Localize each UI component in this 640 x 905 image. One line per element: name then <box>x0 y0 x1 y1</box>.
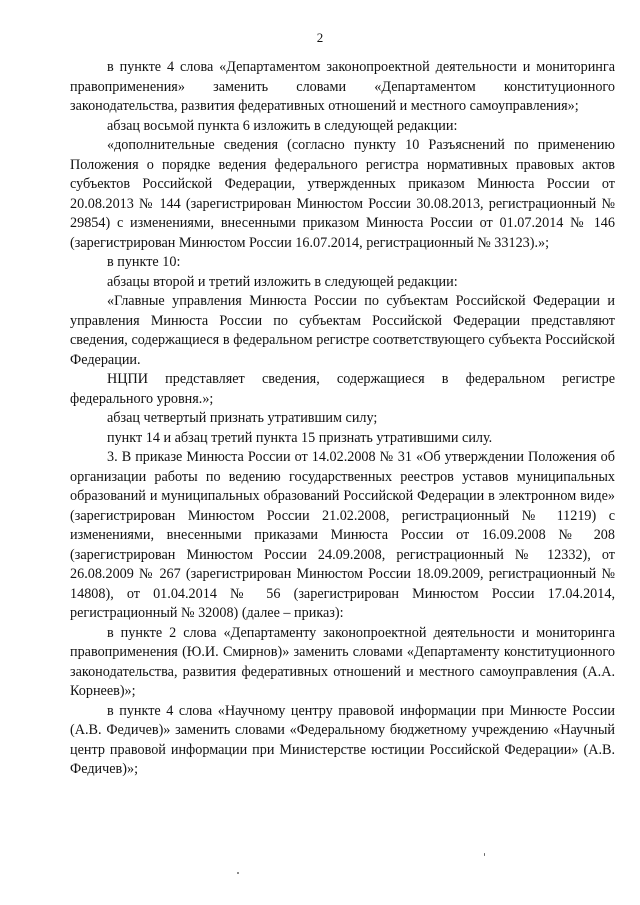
scan-speck <box>237 872 239 874</box>
paragraph: НЦПИ представляет сведения, содержащиеся в федеральном регистре федерального уровня.»; <box>70 371 615 407</box>
paragraph: «дополнительные сведения (согласно пункту 10 Разъяснений по применению Положения о порядке ведения федерального регистра нормативных правовых актов субъектов Российской Федерации, утвержденных приказом Минюста России от 20.08.2013 № 144 (зарегистрирован Минюстом России 30.08.2013, регистрационный № 29854) с изменениями, внесенными приказом Минюста России от 01.07.2014 № 146 (зарегистрирован Минюстом России 16.07.2014, регистрационный № 33123).»; <box>70 137 615 251</box>
paragraph: в пункте 4 слова «Научному центру правовой информации при Минюсте России (А.В. Федичев)» заменить словами «Федеральному бюджетному учреждению «Научный центр правовой информации при Министерстве юстиции Российской Федерации» (А.В. Федичев)»; <box>70 702 615 777</box>
paragraph: 3. В приказе Минюста России от 14.02.2008 № 31 «Об утверждении Положения об организации работы по ведению государственных реестров уставов муниципальных образований и муниципальных образований Российской Федерации в электронном виде» (зарегистрирован Минюстом России 21.02.2008, регистрационный № 11219) с изменениями, внесенными приказами Минюста России от 16.09.2008 № 208 (зарегистрирован Минюстом России 24.09.2008, регистрационный № 12332), от 26.08.2009 № 267 (зарегистрирован Минюстом России 18.09.2009, регистрационный № 14808), от 01.04.2014 № 56 (зарегистрирован Минюстом России 17.04.2014, регистрационный № 32008) (далее – приказ): <box>70 449 615 621</box>
scan-speck <box>484 853 485 856</box>
paragraph: в пункте 10: <box>107 254 181 270</box>
paragraph: «Главные управления Минюста России по субъектам Российской Федерации и управления Минюста России по субъектам Российской Федерации представляют сведения, содержащиеся в федеральном регистре соответствующего субъекта Российской Федерации. <box>70 293 615 368</box>
paragraph: в пункте 2 слова «Департаменту законопроектной деятельности и мониторинга правоприменения (Ю.И. Смирнов)» заменить словами «Департаменту конституционного законодательства, развития федеративных отношений и местного самоуправления (А.А. Корнеев)»; <box>70 624 615 699</box>
paragraph: абзац восьмой пункта 6 изложить в следующей редакции: <box>107 117 458 134</box>
paragraph: пункт 14 и абзац третий пункта 15 признать утратившими силу. <box>107 429 493 446</box>
paragraph: абзацы второй и третий изложить в следующей редакции: <box>107 273 458 290</box>
paragraph: в пункте 4 слова «Департаментом законопроектной деятельности и мониторинга правоприменения» заменить словами «Департаментом конституционного законодательства, развития федеративных отношений и местного самоуправления»; <box>70 59 615 114</box>
paragraph: абзац четвертый признать утратившим силу; <box>107 410 378 426</box>
document-body <box>70 58 615 780</box>
page-number: 2 <box>316 30 324 45</box>
